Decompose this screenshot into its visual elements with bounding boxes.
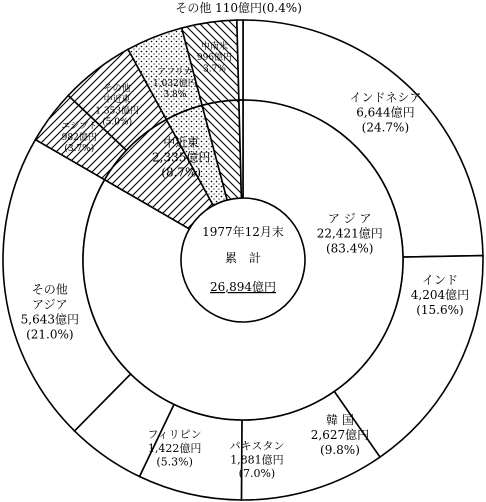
outer-label-その他アジア: その他アジア 5,643億円(21.0%) — [20, 282, 79, 342]
outer-label-中南米: 中南米 996億円 3.7% — [196, 41, 233, 75]
outer-label-パキスタン: パキスタン 1,881億円(7.0%) — [229, 439, 285, 481]
outer-label-その他: その他 110億円(0.4%) — [175, 1, 302, 16]
center-date: 1977年12月末 — [202, 225, 284, 239]
center-label — [202, 224, 284, 294]
inner-label-中近東: 中近東 2,335億円(8.7%) — [152, 135, 211, 180]
outer-label-その他中近東: その他中近東 1,353億円(5.0%) — [95, 83, 140, 128]
outer-label-インド: インド 4,204億円(15.6%) — [410, 272, 470, 317]
outer-label-アフリカ: アフリカ 1,032億円 3.8% — [153, 67, 197, 101]
center-total: 26,894億円 — [210, 280, 276, 294]
outer-label-韓国: 韓 国 2,627億円(9.8%) — [310, 413, 370, 458]
inner-label-アジア: ア ジ ア 22,421億円(83.4%) — [316, 211, 383, 256]
outer-label-フィリピン: フィリピン 1,422億円(5.3%) — [147, 428, 202, 469]
outer-label-インドネシア: インドネシア 6,644億円(24.7%) — [349, 90, 422, 135]
center-caption: 累 計 — [224, 251, 262, 265]
outer-label-エジプト: エジプト 982億円(3.7%) — [61, 121, 98, 155]
